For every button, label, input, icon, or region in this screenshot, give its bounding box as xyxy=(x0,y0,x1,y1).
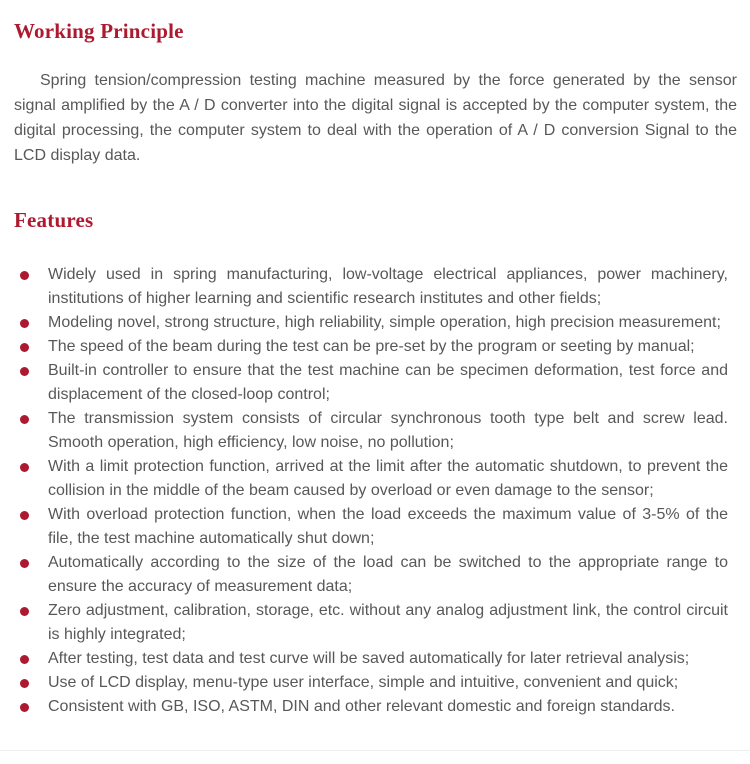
feature-item xyxy=(14,335,728,359)
feature-item-text: Consistent with GB, ISO, ASTM, DIN and other relevant domestic and foreign standards. xyxy=(48,698,675,715)
feature-item xyxy=(14,311,728,335)
bottom-divider xyxy=(0,750,750,751)
feature-item xyxy=(14,551,728,599)
feature-item-text: With a limit protection function, arrived at the limit after the automatic shutdown, to prevent the collision in the middle of the beam caused by overload or even damage to the sensor; xyxy=(48,458,728,499)
bullet-icon xyxy=(20,415,29,424)
feature-item-text: With overload protection function, when the load exceeds the maximum value of 3-5% of the file, the test machine automatically shut down; xyxy=(48,506,728,547)
working-principle-heading: Working Principle xyxy=(14,19,184,43)
feature-item-text: Automatically according to the size of the load can be switched to the appropriate range to ensure the accuracy of measurement data; xyxy=(48,554,728,595)
features-heading: Features xyxy=(14,208,94,232)
bullet-icon xyxy=(20,679,29,688)
feature-item xyxy=(14,503,728,551)
feature-item xyxy=(14,407,728,455)
feature-item xyxy=(14,647,728,671)
feature-item xyxy=(14,671,728,695)
feature-item xyxy=(14,359,728,407)
bullet-icon xyxy=(20,511,29,520)
feature-item xyxy=(14,695,728,719)
feature-item-text: The speed of the beam during the test can be pre-set by the program or seeting by manual; xyxy=(48,338,695,355)
features-list xyxy=(14,263,728,719)
feature-item-text: Widely used in spring manufacturing, low-voltage electrical appliances, power machinery, institutions of higher learning and scientific research institutes and other fields; xyxy=(48,266,728,307)
feature-item xyxy=(14,263,728,311)
working-principle-paragraph: Spring tension/compression testing machine measured by the force generated by the sensor signal amplified by the A / D converter into the digital signal is accepted by the computer system, the digital processing, the computer system to deal with the operation of A / D conversion Signal to the LCD display data. xyxy=(14,72,737,164)
feature-item xyxy=(14,599,728,647)
bullet-icon xyxy=(20,319,29,328)
feature-item xyxy=(14,455,728,503)
bullet-icon xyxy=(20,655,29,664)
feature-item-text: Use of LCD display, menu-type user interface, simple and intuitive, convenient and quick; xyxy=(48,674,679,691)
bullet-icon xyxy=(20,703,29,712)
feature-item-text: Modeling novel, strong structure, high reliability, simple operation, high precision measurement; xyxy=(48,314,721,331)
feature-item-text: The transmission system consists of circular synchronous tooth type belt and screw lead. Smooth operation, high efficiency, low noise, no pollution; xyxy=(48,410,728,451)
bullet-icon xyxy=(20,343,29,352)
bullet-icon xyxy=(20,463,29,472)
feature-item-text: After testing, test data and test curve will be saved automatically for later retrieval analysis; xyxy=(48,650,690,667)
bullet-icon xyxy=(20,607,29,616)
bullet-icon xyxy=(20,559,29,568)
bullet-icon xyxy=(20,271,29,280)
bullet-icon xyxy=(20,367,29,376)
feature-item-text: Zero adjustment, calibration, storage, etc. without any analog adjustment link, the control circuit is highly integrated; xyxy=(48,602,728,643)
feature-item-text: Built-in controller to ensure that the test machine can be specimen deformation, test force and displacement of the closed-loop control; xyxy=(48,362,728,403)
